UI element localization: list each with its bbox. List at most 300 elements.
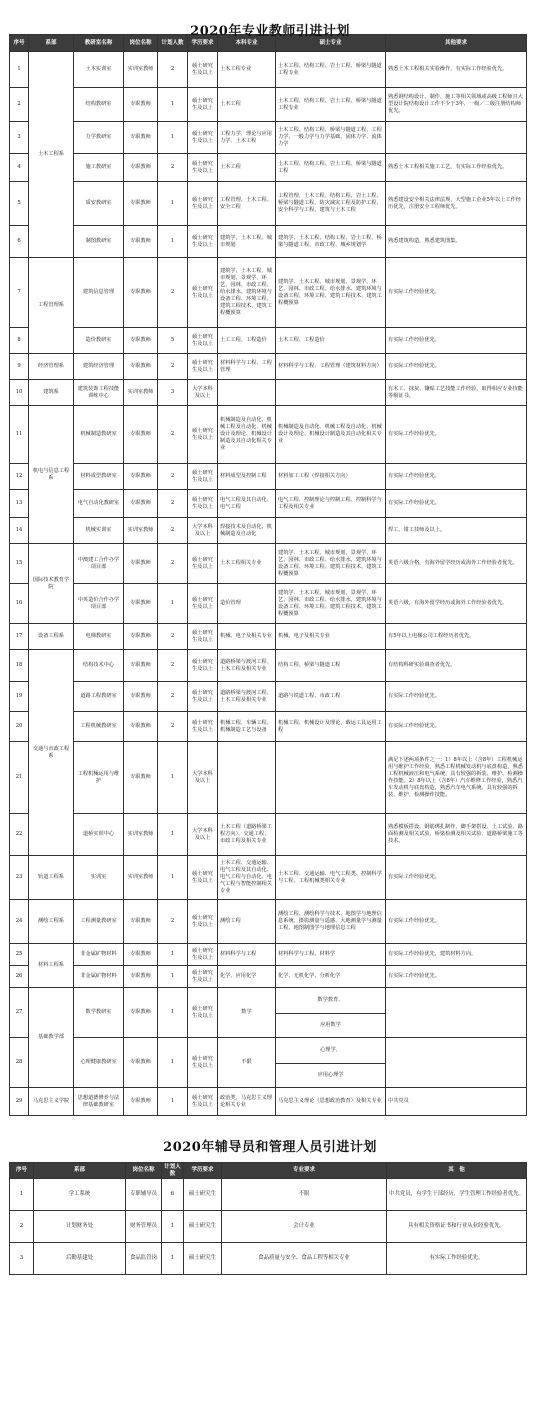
other-req: 有实际工作经验优先，建筑材料方向。 xyxy=(386,944,527,966)
page-title: 2020年专业教师引进计划 xyxy=(190,24,350,39)
master-major: 建筑学、土木工程、结构工程、岩土工程、桥梁与隧道工程、市政工程、城乡规划学 xyxy=(276,226,386,258)
post-name: 专职教师 xyxy=(124,966,158,988)
education-req: 硕士研究生 xyxy=(184,1243,222,1275)
department-name: 经济管理系 xyxy=(29,354,74,380)
education-req: 硕士研究生及以上 xyxy=(188,406,218,464)
column-header: 岗位名称 xyxy=(126,1163,162,1179)
plan-count: 1 xyxy=(158,226,188,258)
office-name: 道路工程教研室 xyxy=(74,682,124,712)
post-name: 实训室教师 xyxy=(124,856,158,900)
office-name: 建筑经济管理 xyxy=(74,354,124,380)
post-name: 专职教师 xyxy=(124,944,158,966)
column-header: 序号 xyxy=(10,1163,34,1179)
table-row xyxy=(10,1243,527,1275)
other-req xyxy=(386,122,527,154)
department-name: 交通与市政工程系 xyxy=(29,650,74,856)
column-header: 专业要求 xyxy=(222,1163,387,1179)
undergrad-major: 土木工程 xyxy=(218,88,276,122)
office-name: 中澳建工合作办学项目部 xyxy=(74,544,124,584)
column-header: 系部 xyxy=(29,35,74,52)
post-name: 专职教师 xyxy=(124,900,158,944)
column-header: 学历要求 xyxy=(188,35,218,52)
office-name: 心理健康教研室 xyxy=(74,1038,124,1088)
column-header: 系部 xyxy=(34,1163,126,1179)
plan-count: 1 xyxy=(158,856,188,900)
other-req xyxy=(386,1038,527,1088)
master-major: 心理学、 xyxy=(276,1038,386,1064)
other-req: 有实际工作经验优先。 xyxy=(386,354,527,380)
post-name: 专职教师 xyxy=(124,154,158,182)
education-req: 硕士研究生及以上 xyxy=(188,1038,218,1088)
plan-count: 6 xyxy=(162,1179,184,1211)
master-major: 马克思主义理论（思想政治教育）及相关专业 xyxy=(276,1088,386,1116)
plan-count: 1 xyxy=(158,1088,188,1116)
row-number: 26 xyxy=(10,966,29,988)
office-name: 机械制造教研室 xyxy=(74,406,124,464)
plan-count: 2 xyxy=(158,712,188,742)
master-major: 材料加工工程（焊接相关方向） xyxy=(276,464,386,490)
table-row xyxy=(10,856,527,900)
master-major: 数学教育、 xyxy=(276,988,386,1014)
row-number: 1 xyxy=(10,1179,34,1211)
undergrad-major: 机械工程、车辆工程、机械制造工艺与设备 xyxy=(218,712,276,742)
other-req: 有实际工作经验优先。 xyxy=(386,406,527,464)
plan-count: 1 xyxy=(158,988,188,1038)
office-name: 制图教研室 xyxy=(74,226,124,258)
post-name: 专职教师 xyxy=(124,1038,158,1088)
row-number: 28 xyxy=(10,1038,29,1088)
other-req: 熟悉钢结构设计、制作、施工等相关领域或高级工程师且大型设计院结构设计工作不少于3年，一级／二级注册结构师优先。 xyxy=(386,88,527,122)
department-name: 基础教学部 xyxy=(29,988,74,1088)
office-name: 思想道德修养与法律基础教研室 xyxy=(74,1088,124,1116)
column-header: 序号 xyxy=(10,35,29,52)
plan-count: 2 xyxy=(158,464,188,490)
office-name: 材料成型教研室 xyxy=(74,464,124,490)
master-major xyxy=(276,742,386,814)
undergrad-major: 造价管理 xyxy=(218,584,276,624)
post-name: 专职教师 xyxy=(124,584,158,624)
office-name: 力学教研室 xyxy=(74,122,124,154)
plan-count: 2 xyxy=(158,682,188,712)
undergrad-major xyxy=(218,742,276,814)
post-name: 专职教师 xyxy=(124,544,158,584)
table-row xyxy=(10,154,527,182)
post-name: 专职教师 xyxy=(124,650,158,682)
other-req: 熟悉土木工程相关实验操作，有实际工作经验优先。 xyxy=(386,52,527,88)
other-req: 英语六级，有海外留学经历或海外工作经验者优先。 xyxy=(386,584,527,624)
teacher-plan-table xyxy=(9,34,527,1116)
row-number: 5 xyxy=(10,182,29,226)
other-req: 有实际工作经验优先。 xyxy=(386,328,527,354)
undergrad-major: 机械、电子及相关专业 xyxy=(218,624,276,650)
column-header: 教研室名称 xyxy=(74,35,124,52)
row-number: 4 xyxy=(10,154,29,182)
table-row xyxy=(10,682,527,712)
row-number: 2 xyxy=(10,88,29,122)
education-req: 硕士研究生及以上 xyxy=(188,900,218,944)
master-major: 建筑学、土木工程、城市规划、景观学、环艺、园林、市政工程、给水排水、建筑环境与设备工程、环境工程、建筑工程技术、建筑工程概预算 xyxy=(276,584,386,624)
table-row xyxy=(10,1179,527,1211)
plan-count: 1 xyxy=(162,1211,184,1243)
other-req: 熟悉建设安全相关法律法规，大型施工企业5年以上工作经历优先，注册安全工程师优先。 xyxy=(386,182,527,226)
office-name: 建筑信息管理 xyxy=(74,258,124,328)
post-name: 实训室教师 xyxy=(124,814,158,856)
education-req: 硕士研究生及以上 xyxy=(188,354,218,380)
table-row xyxy=(10,584,527,624)
column-header: 其他要求 xyxy=(386,35,527,52)
master-major: 材料科学与工程、材料学 xyxy=(276,944,386,966)
row-number: 27 xyxy=(10,988,29,1038)
education-req: 大学本科及以上 xyxy=(188,742,218,814)
undergrad-major: 焊接技术及自动化、机械制造及自动化 xyxy=(218,518,276,544)
post-name: 专职教师 xyxy=(124,712,158,742)
row-number: 11 xyxy=(10,406,29,464)
plan-count: 2 xyxy=(158,518,188,544)
table-row xyxy=(10,380,527,406)
other-req: 熟悉模板搭设、钢筋绑扎制作、脚手架搭设、土工试验、路面检测及相关试验、桥梁检测及相关试验、道路桥梁施工等技术。 xyxy=(386,814,527,856)
undergrad-major: 道路桥梁与渡河工程、土木工程及相关专业 xyxy=(218,682,276,712)
plan-count: 2 xyxy=(158,258,188,328)
department-name: 学工系统 xyxy=(34,1179,126,1211)
major-req: 食品质量与安全、食品工程等相关专业 xyxy=(222,1243,387,1275)
row-number: 21 xyxy=(10,742,29,814)
table-row xyxy=(10,354,527,380)
education-req: 硕士研究生及以上 xyxy=(188,712,218,742)
education-req: 硕士研究生及以上 xyxy=(188,328,218,354)
post-name: 专职教师 xyxy=(124,354,158,380)
undergrad-major: 数学 xyxy=(218,988,276,1038)
office-name: 数学教研室 xyxy=(74,988,124,1038)
master-major: 工程管理、土木工程、结构工程、岩土工程、桥梁与隧道工程、防灾减灾工程及防护工程、安全科学与工程、建筑与土木工程 xyxy=(276,182,386,226)
plan-count: 2 xyxy=(158,624,188,650)
post-name: 专职教师 xyxy=(124,122,158,154)
row-number: 2 xyxy=(10,1211,34,1243)
other-req: 有结构科研实验调查者优先。 xyxy=(386,650,527,682)
master-major: 道路与铁道工程、市政工程 xyxy=(276,682,386,712)
plan-count: 1 xyxy=(158,182,188,226)
undergrad-major: 不限 xyxy=(218,1038,276,1088)
table-row xyxy=(10,182,527,226)
master-major: 土木工程、工程造价 xyxy=(276,328,386,354)
post-name: 专职教师 xyxy=(124,226,158,258)
undergrad-major: 化学、应用化学 xyxy=(218,966,276,988)
table-row xyxy=(10,490,527,518)
office-name: 工程机械运用与维护 xyxy=(74,742,124,814)
office-name: 电梯教研室 xyxy=(74,624,124,650)
education-req: 硕士研究生及以上 xyxy=(188,682,218,712)
master-major xyxy=(276,814,386,856)
other-req: 中共党员，有学生干部经历，学生管理工作经验者优先。 xyxy=(387,1179,527,1211)
master-major: 结构工程、桥梁与隧道工程 xyxy=(276,650,386,682)
post-name: 实训室教师 xyxy=(124,518,158,544)
table-row xyxy=(10,712,527,742)
column-header: 计划人数 xyxy=(158,35,188,52)
office-name: 实训室 xyxy=(74,856,124,900)
education-req: 硕士研究生及以上 xyxy=(188,182,218,226)
post-name: 专职教师 xyxy=(124,682,158,712)
education-req: 硕士研究生及以上 xyxy=(188,88,218,122)
other-req: 满足下述两项条件之一：1）8年以上（含8年）工程机械运用与维护工作经验，熟悉工程机械发动机与底盘构造，熟悉工程机械液压和电气系统，具有较强的拆装、维护、检测操作技能。2）8年以上（含8年）汽车维修工作经验，熟悉汽车发动机与底盘构造，熟悉汽车电气系统，具有较强的拆装、维护、检测操作技能。 xyxy=(386,742,527,814)
post-name: 专职辅导员 xyxy=(126,1179,162,1211)
plan-count: 1 xyxy=(158,122,188,154)
row-number: 3 xyxy=(10,122,29,154)
row-number: 10 xyxy=(10,380,29,406)
plan-count: 1 xyxy=(158,88,188,122)
undergrad-major: 道路桥梁与渡河工程、土木工程及相关专业 xyxy=(218,650,276,682)
office-name: 施工教研室 xyxy=(74,154,124,182)
table-row xyxy=(10,328,527,354)
undergrad-major: 土木工程相关专业 xyxy=(218,544,276,584)
plan-count: 5 xyxy=(158,328,188,354)
education-req: 硕士研究生及以上 xyxy=(188,490,218,518)
other-req: 具有相关资格证书和行业从业经验优先。 xyxy=(387,1211,527,1243)
office-name: 电气自动化教研室 xyxy=(74,490,124,518)
education-req: 硕士研究生及以上 xyxy=(188,226,218,258)
post-name: 专职教师 xyxy=(124,182,158,226)
table-row xyxy=(10,1211,527,1243)
post-name: 实训室教师 xyxy=(124,52,158,88)
master-major: 土木工程、结构工程、岩土工程、桥梁与隧道工程专业 xyxy=(276,52,386,88)
master-major: 土木工程、交通运输、电气工程类、控制科学与工程、工程机械类相关专业 xyxy=(276,856,386,900)
education-req: 硕士研究生及以上 xyxy=(188,544,218,584)
plan-count: 1 xyxy=(162,1243,184,1275)
post-name: 专职教师 xyxy=(124,258,158,328)
row-number: 15 xyxy=(10,544,29,584)
plan-count: 2 xyxy=(158,354,188,380)
column-header: 岗位名称 xyxy=(124,35,158,52)
row-number: 19 xyxy=(10,682,29,712)
row-number: 8 xyxy=(10,328,29,354)
office-name: 工程机械教研室 xyxy=(74,712,124,742)
master-major: 机械、电子及相关专业 xyxy=(276,624,386,650)
section-title: 2020年辅导员和管理人员引进计划 xyxy=(163,1140,377,1155)
table-row xyxy=(10,966,527,988)
table-row xyxy=(10,464,527,490)
education-req: 大学本科及以上 xyxy=(188,814,218,856)
education-req: 大学本科及以上 xyxy=(188,380,218,406)
office-name: 造价教研室 xyxy=(74,328,124,354)
other-req: 有实际工作经验优先。 xyxy=(386,682,527,712)
post-name: 专职教师 xyxy=(124,88,158,122)
office-name: 结构技术中心 xyxy=(74,650,124,682)
undergrad-major: 材料科学与工程 xyxy=(218,944,276,966)
table-row xyxy=(10,650,527,682)
department-name: 测绘工程系 xyxy=(29,900,74,944)
office-name: 非金属矿物材料 xyxy=(74,944,124,966)
other-req: 有实际工作经验优先。 xyxy=(386,712,527,742)
column-header: 本科专业 xyxy=(218,35,276,52)
plan-count: 1 xyxy=(158,584,188,624)
master-major: 机械工程、机械设计及理论、载运工具运用工程 xyxy=(276,712,386,742)
other-req: 有木工、抹灰、镶贴工艺技能工作经验，取得相应专业技能等级证书。 xyxy=(386,380,527,406)
plan-count: 3 xyxy=(158,380,188,406)
plan-count: 2 xyxy=(158,544,188,584)
other-req: 有实际工作经验优先。 xyxy=(386,258,527,328)
post-name: 专职教师 xyxy=(124,328,158,354)
master-major: 材料科学与工程、工程管理（建筑材料方向） xyxy=(276,354,386,380)
table-row xyxy=(10,88,527,122)
education-req: 硕士研究生及以上 xyxy=(188,944,218,966)
other-req xyxy=(386,988,527,1038)
plan-count: 1 xyxy=(158,966,188,988)
undergrad-major: 土木工程、交通运输、电气工程及其自动化、电气工程与自动化、电气工程与智能控制相关专业 xyxy=(218,856,276,900)
column-header: 硕士专业 xyxy=(276,35,386,52)
undergrad-major: 政治类、马克思主义理论相关专业 xyxy=(218,1088,276,1116)
row-number: 14 xyxy=(10,518,29,544)
table-row xyxy=(10,1038,527,1064)
other-req: 熟悉土木工程相关施工工艺，有实际工作经验优先。 xyxy=(386,154,527,182)
table-row xyxy=(10,258,527,328)
other-req: 有实际工作经验优先。 xyxy=(386,464,527,490)
department-name: 建筑系 xyxy=(29,380,74,406)
plan-count: 2 xyxy=(158,900,188,944)
master-major: 电气工程、控制理论与控制工程、控制科学与工程及相关专业 xyxy=(276,490,386,518)
education-req: 硕士研究生及以上 xyxy=(188,154,218,182)
office-name: 工程测量教研室 xyxy=(74,900,124,944)
education-req: 硕士研究生及以上 xyxy=(188,122,218,154)
post-name: 专职教师 xyxy=(124,742,158,814)
master-major: 测绘工程、测绘科学与技术、地图学与地理信息系统、摄影测量与遥感、大地测量学与测量工程、地图制图学与地理信息工程 xyxy=(276,900,386,944)
office-name: 土木实训室 xyxy=(74,52,124,88)
master-major xyxy=(276,518,386,544)
other-req: 有实际工作经验优先。 xyxy=(386,966,527,988)
plan-count: 2 xyxy=(158,406,188,464)
table-row xyxy=(10,814,527,856)
education-req: 硕士研究生及以上 xyxy=(188,464,218,490)
department-name: 材料工程系 xyxy=(29,944,74,988)
education-req: 硕士研究生及以上 xyxy=(188,52,218,88)
other-req: 有实际工作经验优先。 xyxy=(386,490,527,518)
undergrad-major: 建筑学、土木工程、城市规划 xyxy=(218,226,276,258)
education-req: 硕士研究生及以上 xyxy=(188,1088,218,1116)
table-row xyxy=(10,1088,527,1116)
column-header: 学历要求 xyxy=(184,1163,222,1179)
department-name: 轨道工程系 xyxy=(29,856,74,900)
table-row xyxy=(10,122,527,154)
education-req: 硕士研究生及以上 xyxy=(188,584,218,624)
education-req: 大学本科及以上 xyxy=(188,518,218,544)
other-req: 有5年以上电梯公司工程经历者优先。 xyxy=(386,624,527,650)
column-header: 其 他 xyxy=(387,1163,527,1179)
major-req: 不限 xyxy=(222,1179,387,1211)
table-row xyxy=(10,518,527,544)
undergrad-major: 测绘工程 xyxy=(218,900,276,944)
master-major: 应用心理学 xyxy=(276,1064,386,1088)
post-name: 专职教师 xyxy=(124,1088,158,1116)
education-req: 硕士研究生及以上 xyxy=(188,856,218,900)
undergrad-major: 建筑学、土木工程、城市规划、景观学、环艺、园林、市政工程、给水排水、建筑环境与设备工程、环境工程、建筑工程技术、建筑工程概预算 xyxy=(218,258,276,328)
plan-count: 1 xyxy=(158,814,188,856)
master-major: 土木工程、结构工程、桥梁与隧道工程、工程力学、一般力学与力学基础、固体力学、流体力学 xyxy=(276,122,386,154)
education-req: 硕士研究生及以上 xyxy=(188,624,218,650)
office-name: 结构教研室 xyxy=(74,88,124,122)
office-name: 非金属矿物材料 xyxy=(74,966,124,988)
table-row xyxy=(10,944,527,966)
post-name: 财务管理员 xyxy=(126,1211,162,1243)
master-major: 建筑学、土木工程、城市规划、景观学、环艺、园林、市政工程、给水排水、建筑环境与设备工程、环境工程、建筑工程技术、建筑工程概预算 xyxy=(276,258,386,328)
row-number: 12 xyxy=(10,464,29,490)
undergrad-major: 土木工程（道路桥梁工程方向）、交通工程、市政工程及相关专业 xyxy=(218,814,276,856)
table-row xyxy=(10,900,527,944)
other-req: 熟悉建筑构造，熟悉建筑图集。 xyxy=(386,226,527,258)
office-name: 机械实训室 xyxy=(74,518,124,544)
education-req: 硕士研究生及以上 xyxy=(188,988,218,1038)
master-major: 化学、无机化学、分析化学 xyxy=(276,966,386,988)
table-row xyxy=(10,406,527,464)
table-row xyxy=(10,226,527,258)
education-req: 硕士研究生 xyxy=(184,1179,222,1211)
row-number: 25 xyxy=(10,944,29,966)
undergrad-major: 机械制造及自动化、机械工程及自动化、机械设计及理论、机械设计制造及其自动化相关专业 xyxy=(218,406,276,464)
master-major: 建筑学、土木工程、城市规划、景观学、环艺、园林、市政工程、给水排水、建筑环境与设备工程、环境工程、建筑工程技术、建筑工程概预算 xyxy=(276,544,386,584)
row-number: 9 xyxy=(10,354,29,380)
master-major: 机械制造及自动化、机械工程及自动化、机械设计及理论、机械设计制造及其自动化相关专业 xyxy=(276,406,386,464)
undergrad-major: 材料成型及控制工程 xyxy=(218,464,276,490)
department-name: 土木工程系 xyxy=(29,52,74,258)
undergrad-major: 土木工程专业 xyxy=(218,52,276,88)
department-name: 工程管理系 xyxy=(29,258,74,354)
undergrad-major: 工程力学、理论与应用力学、土木工程 xyxy=(218,122,276,154)
office-name: 质安教研室 xyxy=(74,182,124,226)
education-req: 硕士研究生及以上 xyxy=(188,650,218,682)
row-number: 17 xyxy=(10,624,29,650)
row-number: 1 xyxy=(10,52,29,88)
undergrad-major: 土木工程 xyxy=(218,154,276,182)
education-req: 硕士研究生及以上 xyxy=(188,966,218,988)
post-name: 专职教师 xyxy=(124,988,158,1038)
master-major: 土木工程、结构工程、岩土工程、桥梁与隧道工程 xyxy=(276,154,386,182)
other-req: 中共党员 xyxy=(386,1088,527,1116)
post-name: 实训室教师 xyxy=(124,380,158,406)
table-row xyxy=(10,52,527,88)
row-number: 3 xyxy=(10,1243,34,1275)
undergrad-major: 土工工程、工程造价 xyxy=(218,328,276,354)
column-header: 计划人数 xyxy=(162,1163,184,1179)
plan-count: 2 xyxy=(158,154,188,182)
table-row xyxy=(10,742,527,814)
post-name: 食品监管岗 xyxy=(126,1243,162,1275)
master-major: 土木工程、结构工程、岩土工程、桥梁与隧道工程专业 xyxy=(276,88,386,122)
major-req: 会计专业 xyxy=(222,1211,387,1243)
row-number: 22 xyxy=(10,814,29,856)
row-number: 16 xyxy=(10,584,29,624)
department-name: 机电与信息工程系 xyxy=(29,406,74,544)
undergrad-major: 材料科学与工程、工程管理 xyxy=(218,354,276,380)
plan-count: 2 xyxy=(158,490,188,518)
department-name: 马克思主义学院 xyxy=(29,1088,74,1116)
post-name: 专职教师 xyxy=(124,464,158,490)
row-number: 7 xyxy=(10,258,29,328)
plan-count: 2 xyxy=(158,52,188,88)
row-number: 20 xyxy=(10,712,29,742)
master-major xyxy=(276,380,386,406)
row-number: 6 xyxy=(10,226,29,258)
plan-count: 1 xyxy=(158,1038,188,1088)
row-number: 13 xyxy=(10,490,29,518)
other-req: 有实际工作经验优先。 xyxy=(386,856,527,900)
other-req: 焊工、钳工技师及以上。 xyxy=(386,518,527,544)
department-name: 设备工程系 xyxy=(29,624,74,650)
undergrad-major xyxy=(218,380,276,406)
undergrad-major: 工程管理、土木工程、安全工程 xyxy=(218,182,276,226)
post-name: 专职教师 xyxy=(124,490,158,518)
post-name: 专职教师 xyxy=(124,624,158,650)
office-name: 道桥实训中心 xyxy=(74,814,124,856)
plan-count: 2 xyxy=(158,650,188,682)
undergrad-major: 电气工程及其自动化、电气工程 xyxy=(218,490,276,518)
other-req: 有实际工作经验优先。 xyxy=(386,900,527,944)
education-req: 硕士研究生 xyxy=(184,1211,222,1243)
